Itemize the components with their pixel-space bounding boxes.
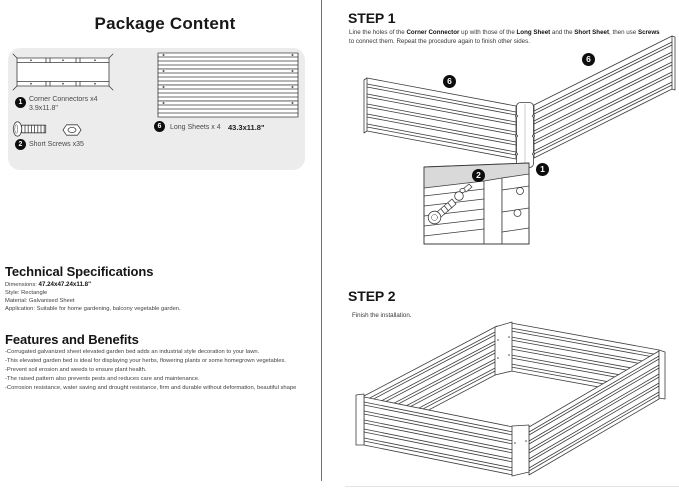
- features-list: [5, 348, 296, 393]
- spec-dimensions: Dimensions: 47.24x47.24x11.8": [5, 281, 91, 288]
- part-1-label: Corner Connectors x4: [29, 95, 98, 103]
- spec-style: Style: Rectangle: [5, 290, 48, 297]
- near-corner-post: [512, 425, 529, 476]
- step1-instruction-line1: [349, 29, 660, 36]
- right-corner-post: [659, 350, 665, 399]
- instruction-text: , then use: [609, 29, 638, 36]
- part-6-dimension: 43.3x11.8": [228, 122, 265, 132]
- corner-connector-drawing: [13, 54, 113, 90]
- step1-title: STEP 1: [348, 10, 396, 26]
- right-long-sheet-drawing: [534, 36, 675, 158]
- corner-connector-post-drawing: [516, 103, 535, 168]
- long-sheets-drawing: [158, 53, 298, 117]
- part-6-badge: 6: [154, 121, 165, 132]
- part-1-dimension: 3.9x11.8": [29, 104, 58, 112]
- step2-title: STEP 2: [348, 288, 396, 304]
- feature-bullet: -Corrugated galvanized sheet elevated garden bed adds an industrial style decoration to your lawn.: [5, 349, 260, 355]
- page-bottom-rule: [345, 486, 679, 487]
- short-sheet-term: Short Sheet: [574, 29, 610, 36]
- instruction-text: Line the holes of the: [349, 29, 407, 36]
- package-content-title: Package Content: [94, 14, 236, 33]
- step2-caption: Finish the installation.: [352, 312, 412, 319]
- step1-diagram: [340, 45, 679, 260]
- spec-application: Application: Suitable for home gardening, balcony vegetable garden.: [5, 306, 181, 313]
- step2-diagram: [330, 315, 679, 490]
- step1-right-sheet-badge: 6: [582, 53, 595, 66]
- instruction-text: up with those of the: [459, 29, 517, 36]
- nut-drawing: [63, 125, 81, 135]
- long-sheet-term: Long Sheet: [516, 29, 551, 36]
- corner-connector-term: Corner Connector: [406, 29, 460, 36]
- left-long-sheet-drawing: [364, 78, 516, 159]
- screws-term: Screws: [637, 29, 660, 36]
- specs-title: Technical Specifications: [5, 264, 154, 279]
- part-2-label: Short Screws x35: [29, 141, 84, 148]
- far-corner-post: [495, 322, 512, 375]
- assembled-garden-bed-drawing: [356, 322, 665, 476]
- part-2-badge: 2: [15, 139, 26, 150]
- screw-drawing: [13, 122, 45, 136]
- feature-bullet: -This elevated garden bed is ideal for displaying your herbs, flowering plants or some homegrown vegetables.: [5, 357, 286, 364]
- step1-instruction-line2: to connect them. Repeat the procedure again to finish other sides.: [349, 37, 530, 45]
- step1-connector-badge: 1: [536, 163, 549, 176]
- feature-bullet: -Prevent soil erosion and weeds to ensure plant health.: [5, 366, 147, 373]
- feature-bullet: -Corrosion resistance, water saving and drought resistance, firm and durable without deformation, beautiful shape: [5, 384, 297, 391]
- feature-bullet: -The raised pattern also prevents pests and reduces care and maintenance.: [5, 375, 200, 382]
- left-corner-post: [356, 394, 364, 445]
- column-divider: [321, 0, 322, 481]
- spec-material: Material: Galvanised Sheet: [5, 298, 75, 305]
- features-title: Features and Benefits: [5, 332, 139, 347]
- specs-list: [5, 281, 181, 313]
- part-1-badge: 1: [15, 97, 26, 108]
- step1-left-sheet-badge: 6: [443, 75, 456, 88]
- instruction-text: and the: [550, 29, 575, 36]
- step1-screw-badge: 2: [472, 169, 485, 182]
- part-6-label: Long Sheets x 4: [170, 123, 221, 131]
